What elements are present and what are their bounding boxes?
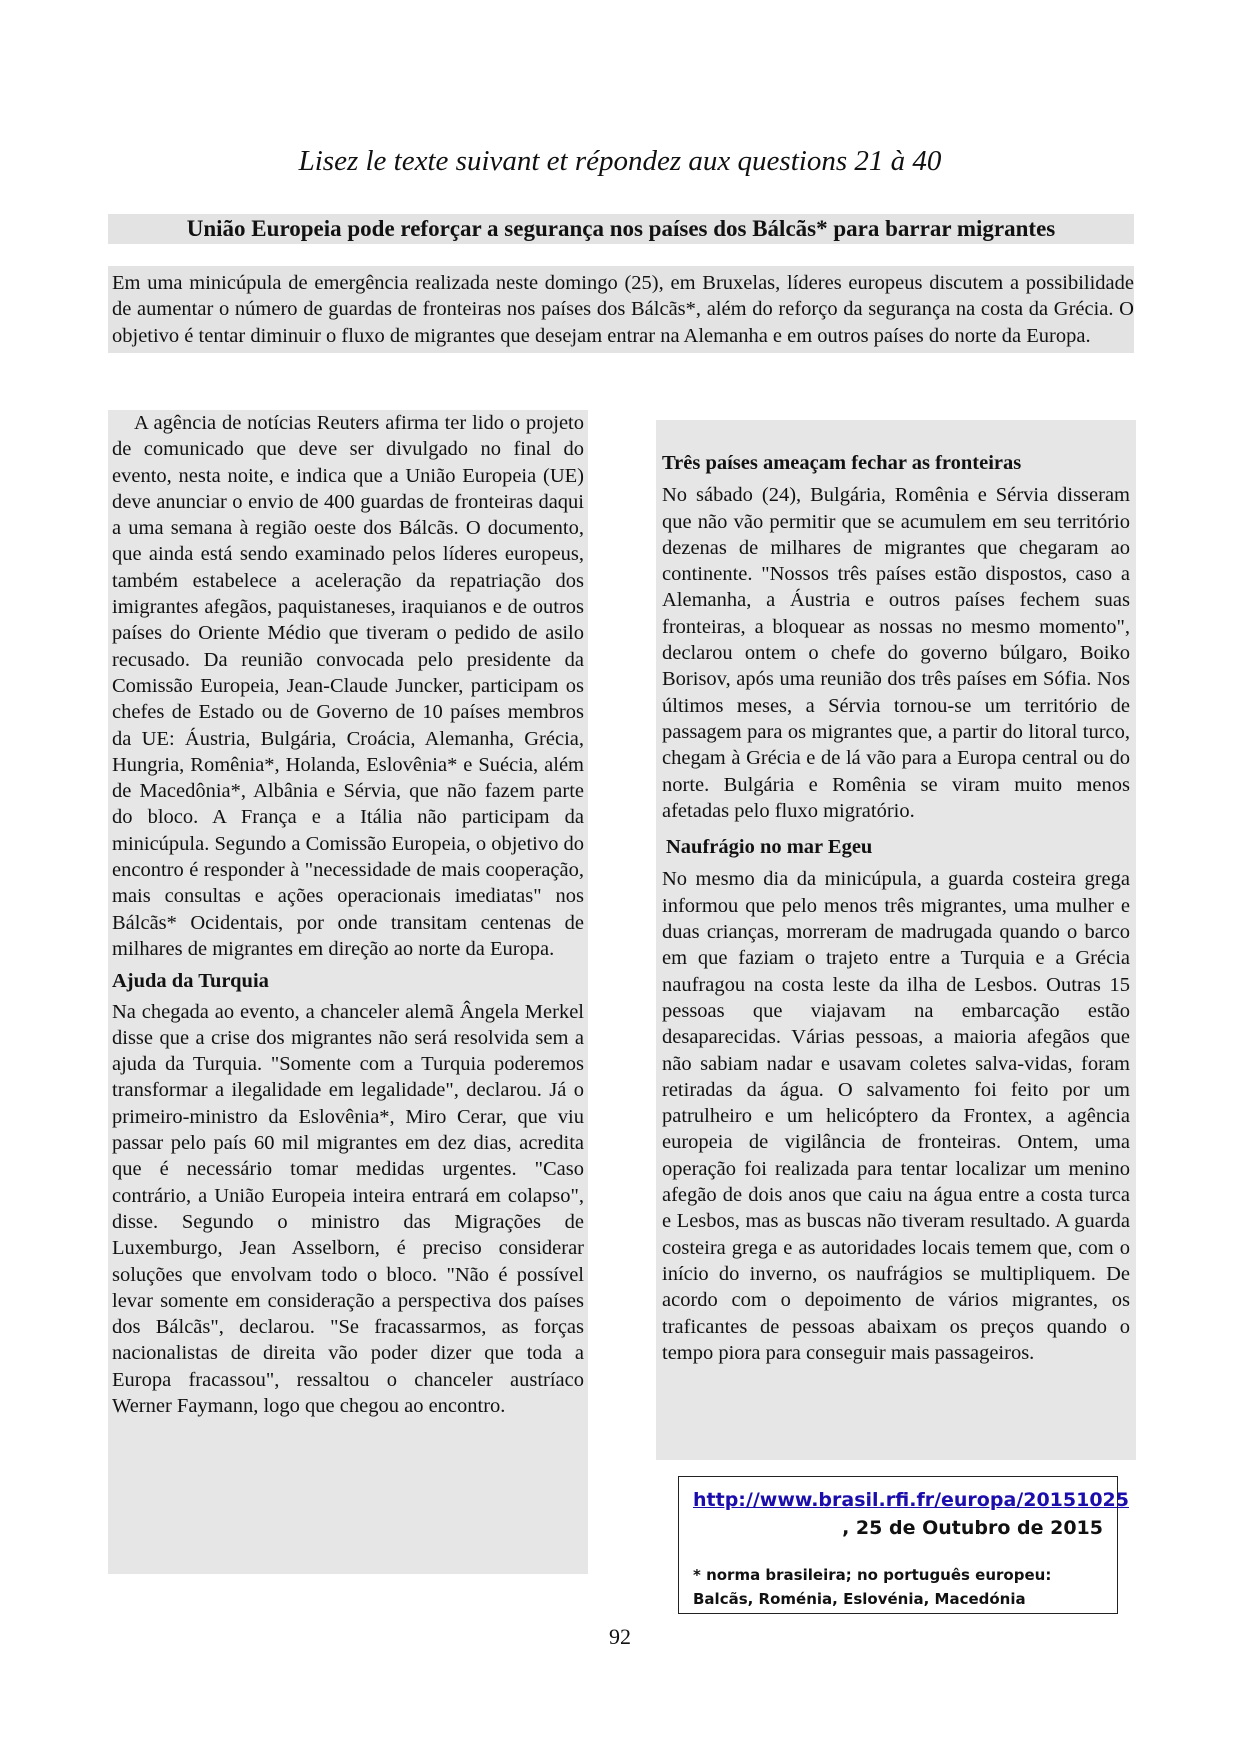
right-column xyxy=(656,420,1136,1460)
left-paragraph-2: Na chegada ao evento, a chanceler alemã Ângela Merkel disse que a crise dos migrantes não será resolvida sem a ajuda da Turquia. "Somente com a Turquia poderemos transformar a ilegalidade em legalidade", declarou. Já o primeiro-ministro da Eslovênia*, Miro Cerar, que viu passar pelo país 60 mil migrantes em dez dias, acredita que é necessário tomar medidas urgentes. "Caso contrário, a União Europeia inteira entrará em colapso", disse. Segundo o ministro das Migrações de Luxemburgo, Jean Asselborn, é preciso considerar soluções que envolvam todo o bloco. "Não é possível levar somente em consideração a perspectiva dos países dos Bálcãs", declarou. "Se fracassarmos, as forças nacionalistas de direita vão poder dizer que toda a Europa fracassou", ressaltou o chanceler austríaco Werner Faymann, logo que chegou ao encontro. xyxy=(112,1000,584,1417)
right-paragraph-2: No mesmo dia da minicúpula, a guarda costeira grega informou que pelo menos três migrantes, uma mulher e duas crianças, morreram de madrugada quando o barco em que faziam o trajeto entre a Turquia e a Grécia naufragou na costa leste da ilha de Lesbos. Outras 15 pessoas que viajavam na embarcação estão desaparecidas. Várias pessoas, a maioria afegãos que não sabiam nadar e usavam coletes salva-vidas, foram retiradas da água. O salvamento foi feito por um patrulheiro e um helicóptero da Frontex, a agência europeia de vigilância de fronteiras. Ontem, uma operação foi realizada para tentar localizar um menino afegão de dois anos que caiu na água entre a costa turca e Lesbos, mas as buscas não tiveram resultado. A guarda costeira grega e as autoridades locais temem que, com o início do inverno, os naufrágios se multipliquem. De acordo com o depoimento de vários migrantes, os traficantes de pessoas abaixam os preços quando o tempo piora para conseguir mais passageiros. xyxy=(662,868,1130,1364)
subheading-tres-paises: Três países ameaçam fechar as fronteiras xyxy=(662,452,1022,474)
article-headline: União Europeia pode reforçar a segurança nos países dos Bálcãs* para barrar migrantes xyxy=(108,214,1134,244)
article-intro: Em uma minicúpula de emergência realizada neste domingo (25), em Bruxelas, líderes europeus discutem a possibilidade de aumentar o número de guardas de fronteiras nos países dos Bálcãs*, além do reforço da segurança na costa da Grécia. O objetivo é tentar diminuir o fluxo de migrantes que desejam entrar na Alemanha e em outros países do norte da Europa. xyxy=(108,266,1134,353)
right-paragraph-1: No sábado (24), Bulgária, Romênia e Sérvia disseram que não vão permitir que se acumulem em seu território dezenas de milhares de migrantes que chegaram ao continente. "Nossos três países estão dispostos, caso a Alemanha, a Áustria e outros países fechem suas fronteiras, a bloquear as nossas no mesmo momento", declarou ontem o chefe do governo búlgaro, Boiko Borisov, após uma reunião dos três países em Sófia. Nos últimos meses, a Sérvia tornou-se um território de passagem para os migrantes que, a partir do litoral turco, chegam à Grécia e de lá vão para a Europa central ou do norte. Bulgária e Romênia se viram muito menos afetadas pelo fluxo migratório. xyxy=(662,484,1130,822)
instruction-title: Lisez le texte suivant et répondez aux questions 21 à 40 xyxy=(298,145,942,177)
page-number: 92 xyxy=(609,1624,631,1649)
left-column xyxy=(108,410,588,1574)
source-link[interactable]: http://www.brasil.rfi.fr/europa/20151025 xyxy=(693,1489,1129,1511)
source-date: , 25 de Outubro de 2015 xyxy=(842,1517,1103,1539)
subheading-naufragio: Naufrágio no mar Egeu xyxy=(666,836,873,859)
subheading-ajuda-turquia: Ajuda da Turquia xyxy=(112,970,269,993)
source-box xyxy=(678,1476,1129,1614)
left-paragraph-1: A agência de notícias Reuters afirma ter lido o projeto de comunicado que deve ser divulgado no final do evento, nesta noite, e indica que a União Europeia (UE) deve anunciar o envio de 400 guardas de fronteiras daqui a uma semana à região oeste dos Bálcãs. O documento, que ainda está sendo examinado pelos líderes europeus, também estabelece a aceleração da repatriação dos imigrantes afegãos, paquistaneses, iraquianos e de outros países do Oriente Médio que tiveram o pedido de asilo recusado. Da reunião convocada pelo presidente da Comissão Europeia, Jean-Claude Juncker, participam os chefes de Estado ou de Governo de 10 países membros da UE: Áustria, Bulgária, Croácia, Alemanha, Grécia, Hungria, Romênia*, Holanda, Eslovênia* e Suécia, além de Macedônia*, Albânia e Sérvia, que não fazem parte do bloco. A França e a Itália não participam da minicúpula. Segundo a Comissão Europeia, o objetivo do encontro é responder à "necessidade de mais cooperação, mais consultas e ações operacionais imediatas" nos Bálcãs* Ocidentais, por onde transitam centenas de milhares de migrantes em direção ao norte da Europa. xyxy=(112,412,585,960)
footnote: * norma brasileira; no português europeu: Balcãs, Roménia, Eslovénia, Macedónia xyxy=(693,1566,1052,1608)
